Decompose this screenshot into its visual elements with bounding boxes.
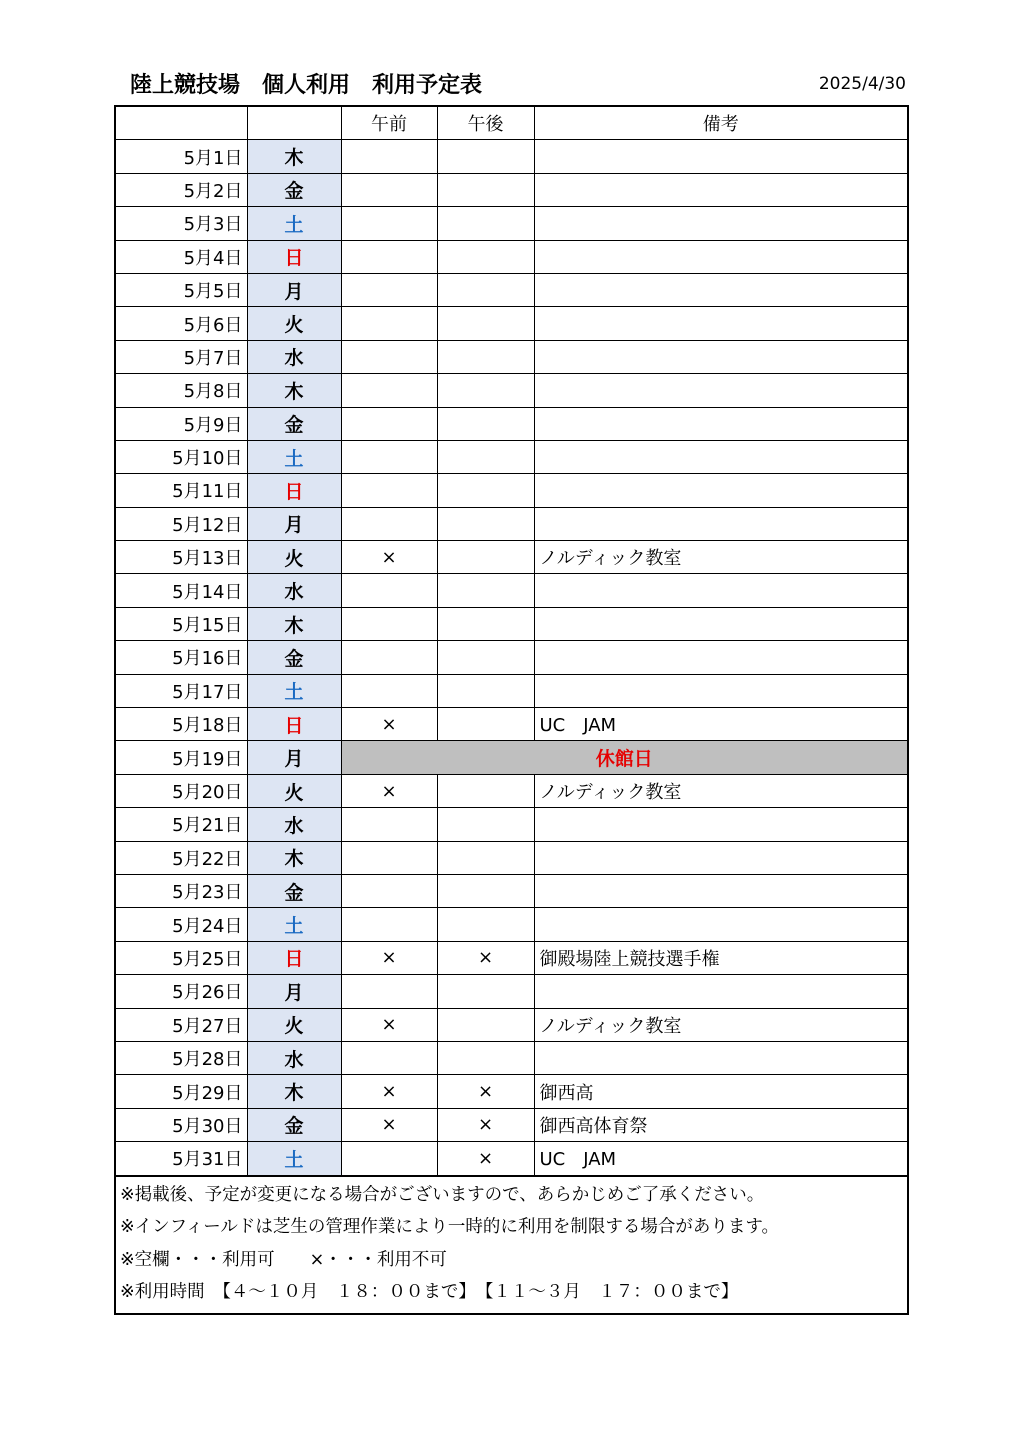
row-date: 5月3日 [116, 207, 247, 240]
table-row [116, 941, 907, 974]
row-date: 5月7日 [116, 340, 247, 373]
row-pm-status [437, 641, 534, 674]
row-note: ノルディック教室 [534, 774, 907, 807]
row-note [534, 273, 907, 306]
row-note [534, 674, 907, 707]
row-am-status [341, 374, 437, 407]
row-note [534, 340, 907, 373]
row-weekday: 水 [247, 340, 341, 373]
header-note: 備考 [534, 107, 907, 140]
row-date: 5月11日 [116, 474, 247, 507]
row-pm-status [437, 1008, 534, 1041]
schedule-table [114, 105, 909, 1315]
row-am-status [341, 674, 437, 707]
row-note [534, 240, 907, 273]
row-date: 5月15日 [116, 607, 247, 640]
row-note [534, 374, 907, 407]
footnote-change-notice: ※掲載後、予定が変更になる場合がございますので、あらかじめご了承ください。 [120, 1184, 765, 1205]
table-row [116, 1008, 907, 1041]
row-pm-status [437, 173, 534, 206]
row-pm-status [437, 808, 534, 841]
row-am-status [341, 140, 437, 173]
row-weekday: 土 [247, 207, 341, 240]
row-am-status [341, 908, 437, 941]
row-pm-status: × [437, 941, 534, 974]
table-row [116, 741, 907, 774]
row-note [534, 975, 907, 1008]
row-weekday: 月 [247, 273, 341, 306]
page-title: 陸上競技場 個人利用 利用予定表 [130, 73, 483, 98]
row-date: 5月28日 [116, 1041, 247, 1074]
row-am-status: × [341, 1108, 437, 1141]
row-note [534, 140, 907, 173]
row-date: 5月20日 [116, 774, 247, 807]
row-am-status [341, 307, 437, 340]
row-note [534, 173, 907, 206]
row-note: 御西高体育祭 [534, 1108, 907, 1141]
row-note [534, 207, 907, 240]
table-row [116, 574, 907, 607]
row-weekday: 火 [247, 774, 341, 807]
row-pm-status [437, 407, 534, 440]
row-weekday: 金 [247, 874, 341, 907]
table-row [116, 874, 907, 907]
footnote-hours: ※利用時間 【４～１０月 １８：００まで】 【１１～３月 １７：００まで】 [120, 1282, 739, 1303]
row-weekday: 日 [247, 941, 341, 974]
row-pm-status [437, 273, 534, 306]
table-row [116, 207, 907, 240]
table-row [116, 374, 907, 407]
row-am-status [341, 407, 437, 440]
row-note: ノルディック教室 [534, 541, 907, 574]
row-note [534, 874, 907, 907]
row-am-status [341, 607, 437, 640]
row-note [534, 641, 907, 674]
issue-date: 2025/4/30 [818, 74, 906, 94]
row-weekday: 金 [247, 173, 341, 206]
table-row [116, 307, 907, 340]
table-row [116, 975, 907, 1008]
footnotes [116, 1176, 907, 1313]
row-pm-status [437, 374, 534, 407]
table-row [116, 1142, 907, 1175]
row-am-status: × [341, 941, 437, 974]
row-pm-status [437, 908, 534, 941]
row-note [534, 474, 907, 507]
row-date: 5月2日 [116, 173, 247, 206]
row-am-status [341, 240, 437, 273]
row-weekday: 木 [247, 841, 341, 874]
table-row [116, 340, 907, 373]
table-row [116, 440, 907, 473]
row-weekday: 土 [247, 440, 341, 473]
row-date: 5月12日 [116, 507, 247, 540]
row-note [534, 407, 907, 440]
row-pm-status [437, 440, 534, 473]
row-pm-status [437, 541, 534, 574]
row-am-status [341, 507, 437, 540]
table-row [116, 140, 907, 173]
row-am-status [341, 474, 437, 507]
row-date: 5月17日 [116, 674, 247, 707]
row-date: 5月4日 [116, 240, 247, 273]
row-date: 5月30日 [116, 1108, 247, 1141]
table-row [116, 908, 907, 941]
table-row [116, 173, 907, 206]
row-pm-status [437, 474, 534, 507]
row-date: 5月21日 [116, 808, 247, 841]
footnote-legend: ※空欄・・・利用可 ×・・・利用不可 [120, 1249, 447, 1270]
row-note [534, 507, 907, 540]
row-note: 御殿場陸上競技選手権 [534, 941, 907, 974]
row-weekday: 金 [247, 641, 341, 674]
row-pm-status [437, 240, 534, 273]
row-weekday: 水 [247, 574, 341, 607]
row-am-status [341, 173, 437, 206]
row-weekday: 木 [247, 374, 341, 407]
table-row [116, 1075, 907, 1108]
header-pm: 午後 [437, 107, 534, 140]
row-am-status [341, 874, 437, 907]
table-row [116, 1041, 907, 1074]
row-date: 5月5日 [116, 273, 247, 306]
table-row [116, 641, 907, 674]
row-weekday: 金 [247, 407, 341, 440]
row-weekday: 木 [247, 1075, 341, 1108]
row-weekday: 木 [247, 140, 341, 173]
row-pm-status [437, 708, 534, 741]
row-am-status [341, 574, 437, 607]
row-am-status [341, 841, 437, 874]
row-am-status [341, 340, 437, 373]
closed-day-label: 休館日 [341, 741, 907, 774]
row-am-status [341, 1142, 437, 1175]
row-date: 5月8日 [116, 374, 247, 407]
table-row [116, 273, 907, 306]
table-row [116, 708, 907, 741]
row-weekday: 月 [247, 975, 341, 1008]
row-pm-status [437, 140, 534, 173]
row-date: 5月31日 [116, 1142, 247, 1175]
table-row [116, 841, 907, 874]
row-note [534, 574, 907, 607]
row-date: 5月23日 [116, 874, 247, 907]
table-row [116, 774, 907, 807]
row-pm-status [437, 340, 534, 373]
row-pm-status [437, 975, 534, 1008]
row-weekday: 土 [247, 674, 341, 707]
row-note: UC JAM [534, 708, 907, 741]
row-pm-status: × [437, 1108, 534, 1141]
row-am-status: × [341, 541, 437, 574]
row-pm-status [437, 607, 534, 640]
row-date: 5月26日 [116, 975, 247, 1008]
row-note [534, 808, 907, 841]
table-row [116, 240, 907, 273]
header-am: 午前 [341, 107, 437, 140]
row-note: ノルディック教室 [534, 1008, 907, 1041]
row-am-status: × [341, 1075, 437, 1108]
row-pm-status [437, 674, 534, 707]
row-pm-status: × [437, 1142, 534, 1175]
row-am-status: × [341, 1008, 437, 1041]
row-note [534, 908, 907, 941]
row-weekday: 水 [247, 808, 341, 841]
row-am-status [341, 975, 437, 1008]
row-weekday: 日 [247, 708, 341, 741]
row-date: 5月10日 [116, 440, 247, 473]
row-am-status [341, 207, 437, 240]
row-note: 御西高 [534, 1075, 907, 1108]
row-weekday: 月 [247, 741, 341, 774]
header-weekday [247, 107, 341, 140]
row-am-status: × [341, 774, 437, 807]
row-note: UC JAM [534, 1142, 907, 1175]
row-pm-status [437, 574, 534, 607]
header-date [116, 107, 247, 140]
table-row [116, 808, 907, 841]
table-row [116, 1108, 907, 1141]
row-pm-status: × [437, 1075, 534, 1108]
row-am-status [341, 1041, 437, 1074]
row-weekday: 火 [247, 541, 341, 574]
table-row [116, 674, 907, 707]
table-row [116, 474, 907, 507]
row-weekday: 木 [247, 607, 341, 640]
table-row [116, 541, 907, 574]
row-note [534, 440, 907, 473]
row-note [534, 1041, 907, 1074]
row-pm-status [437, 1041, 534, 1074]
table-row [116, 407, 907, 440]
row-weekday: 土 [247, 908, 341, 941]
row-date: 5月22日 [116, 841, 247, 874]
row-weekday: 日 [247, 474, 341, 507]
table-row [116, 607, 907, 640]
row-date: 5月24日 [116, 908, 247, 941]
table-row [116, 507, 907, 540]
row-date: 5月29日 [116, 1075, 247, 1108]
header-row [116, 107, 907, 140]
row-date: 5月18日 [116, 708, 247, 741]
row-weekday: 日 [247, 240, 341, 273]
row-pm-status [437, 841, 534, 874]
row-am-status [341, 440, 437, 473]
row-weekday: 火 [247, 1008, 341, 1041]
row-pm-status [437, 774, 534, 807]
row-date: 5月19日 [116, 741, 247, 774]
row-am-status: × [341, 708, 437, 741]
row-note [534, 307, 907, 340]
row-date: 5月25日 [116, 941, 247, 974]
row-weekday: 土 [247, 1142, 341, 1175]
row-date: 5月6日 [116, 307, 247, 340]
row-weekday: 金 [247, 1108, 341, 1141]
footnote-infield-notice: ※インフィールドは芝生の管理作業により一時的に利用を制限する場合があります。 [120, 1217, 780, 1238]
row-weekday: 火 [247, 307, 341, 340]
row-date: 5月16日 [116, 641, 247, 674]
row-date: 5月27日 [116, 1008, 247, 1041]
row-note [534, 841, 907, 874]
row-weekday: 月 [247, 507, 341, 540]
row-am-status [341, 273, 437, 306]
row-pm-status [437, 874, 534, 907]
row-am-status [341, 641, 437, 674]
row-date: 5月13日 [116, 541, 247, 574]
row-date: 5月14日 [116, 574, 247, 607]
row-date: 5月9日 [116, 407, 247, 440]
row-am-status [341, 808, 437, 841]
row-weekday: 水 [247, 1041, 341, 1074]
row-note [534, 607, 907, 640]
row-pm-status [437, 207, 534, 240]
row-pm-status [437, 307, 534, 340]
row-date: 5月1日 [116, 140, 247, 173]
row-pm-status [437, 507, 534, 540]
